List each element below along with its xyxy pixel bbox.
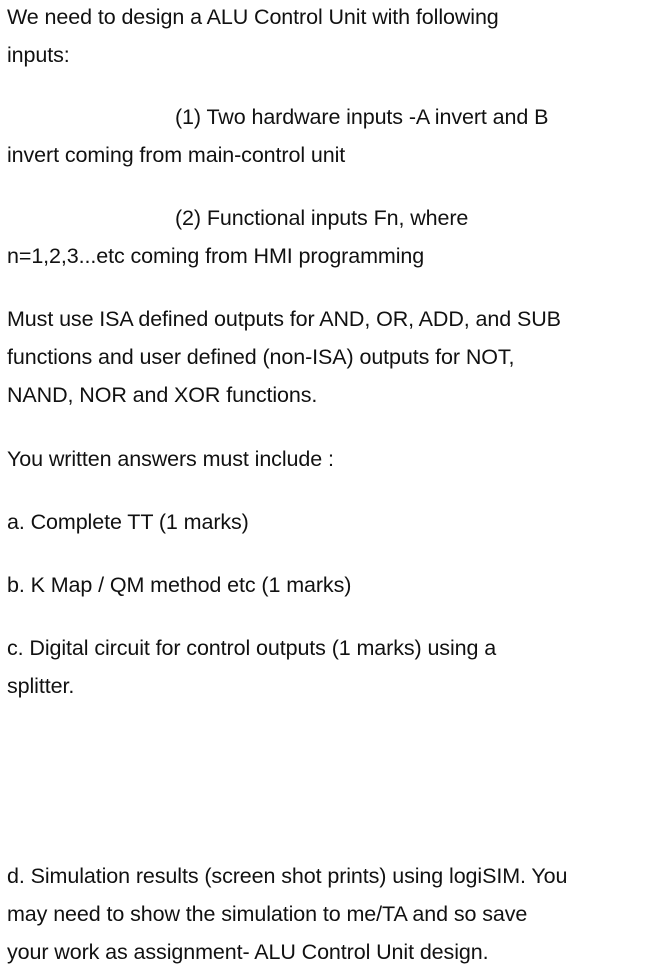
input-2-line-1: (2) Functional inputs Fn, where: [175, 206, 469, 230]
requirements-line-1: Must use ISA defined outputs for AND, OR, ADD, and SUB: [7, 307, 561, 331]
item-b: b. K Map / QM method etc (1 marks): [7, 573, 352, 597]
item-d-line-2: may need to show the simulation to me/TA and so save: [7, 902, 528, 926]
item-c-line-1: c. Digital circuit for control outputs (1 marks) using a: [7, 636, 497, 660]
item-d-line-3: your work as assignment- ALU Control Unit design.: [7, 940, 489, 964]
item-c-line-2: splitter.: [7, 674, 75, 698]
item-a: a. Complete TT (1 marks): [7, 510, 249, 534]
intro-line-2: inputs:: [7, 43, 70, 67]
input-1-line-1: (1) Two hardware inputs -A invert and B: [175, 105, 549, 129]
input-2-line-2: n=1,2,3...etc coming from HMI programming: [7, 244, 425, 268]
requirements-line-3: NAND, NOR and XOR functions.: [7, 383, 318, 407]
requirements-line-2: functions and user defined (non-ISA) outputs for NOT,: [7, 345, 515, 369]
answers-heading: You written answers must include :: [7, 447, 334, 471]
item-d-line-1: d. Simulation results (screen shot prints) using logiSIM. You: [7, 864, 568, 888]
intro-line-1: We need to design a ALU Control Unit with following: [7, 5, 499, 29]
input-1-line-2: invert coming from main-control unit: [7, 143, 346, 167]
